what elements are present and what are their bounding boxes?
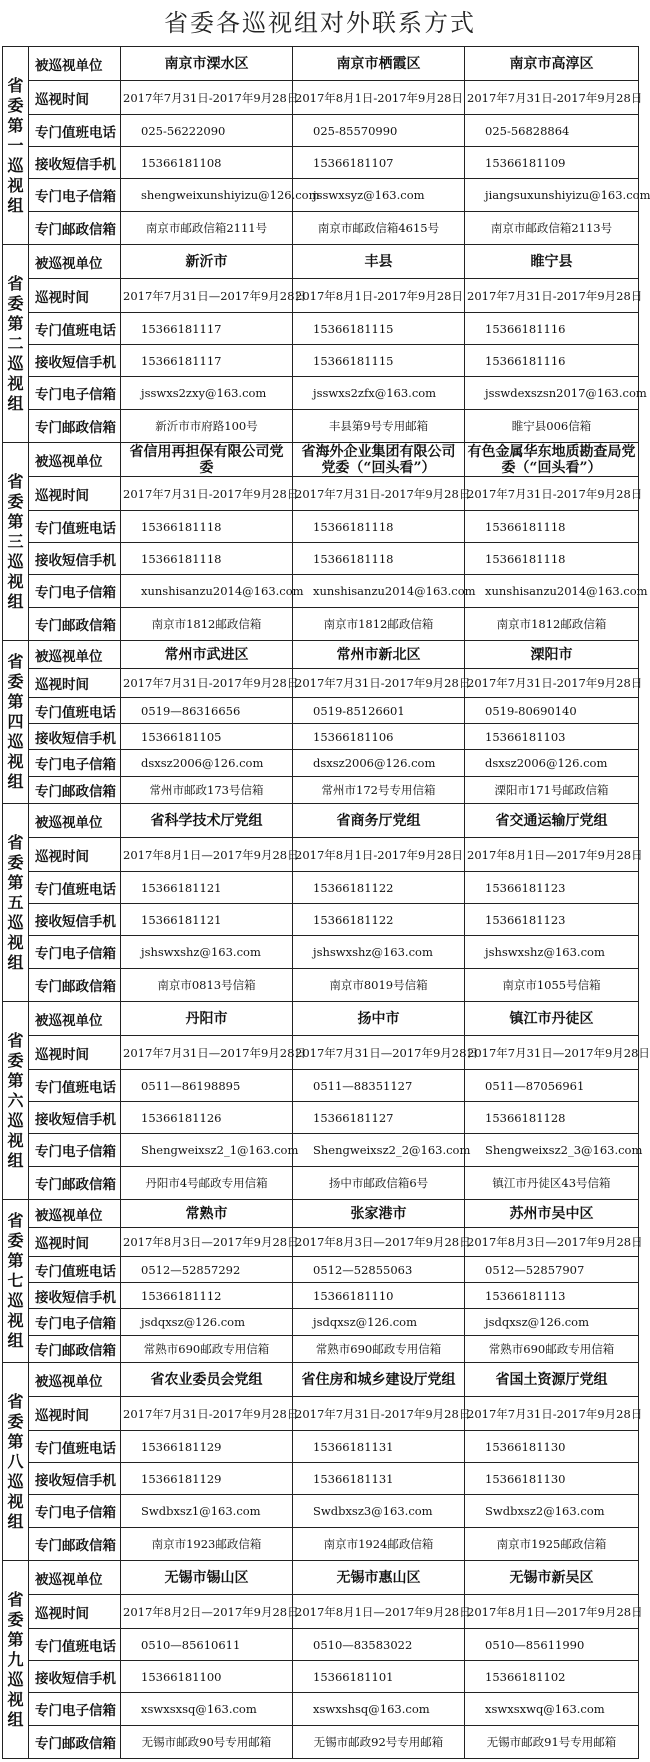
- postal-cell: 南京市1925邮政信箱: [465, 1528, 639, 1561]
- sm-cell: 15366181131: [293, 1463, 465, 1495]
- row-label: 被巡视单位: [29, 1200, 121, 1228]
- unit-cell: 省住房和城乡建设厅党组: [293, 1363, 465, 1397]
- unit-cell: 南京市溧水区: [121, 47, 293, 81]
- unit-cell: 省国土资源厅党组: [465, 1363, 639, 1397]
- unit-cell: 镇江市丹徒区: [465, 1002, 639, 1036]
- postal-cell: 镇江市丹徒区43号信箱: [465, 1167, 639, 1200]
- email-cell[interactable]: jsdqxsz@126.com: [465, 1309, 639, 1336]
- time-cell: 2017年7月31日-2017年9月28日: [121, 477, 293, 511]
- row-label: 巡视时间: [29, 1228, 121, 1257]
- group-4-sms-row: [3, 724, 639, 750]
- sm-cell: 15366181126: [121, 1102, 293, 1134]
- group-2-unit-row: [3, 245, 639, 279]
- postal-cell: 丹阳市4号邮政专用信箱: [121, 1167, 293, 1200]
- unit-cell: 无锡市惠山区: [293, 1561, 465, 1595]
- postal-cell: 南京市1812邮政信箱: [121, 608, 293, 641]
- group-8-sms-row: [3, 1463, 639, 1495]
- row-label: 接收短信手机: [29, 1463, 121, 1495]
- unit-cell: 丹阳市: [121, 1002, 293, 1036]
- email-cell[interactable]: jshswxshz@163.com: [293, 936, 465, 969]
- unit-cell: 有色金属华东地质勘查局党委（“回头看”）: [465, 443, 639, 477]
- group-3-postal-row: [3, 608, 639, 641]
- phone-cell: 0512—52855063: [293, 1257, 465, 1283]
- phone-cell: 15366181118: [121, 511, 293, 543]
- row-label: 接收短信手机: [29, 345, 121, 377]
- group-3-sms-row: [3, 543, 639, 575]
- unit-cell: 省信用再担保有限公司党委: [121, 443, 293, 477]
- email-cell[interactable]: xswxshsq@163.com: [293, 1693, 465, 1726]
- time-cell: 2017年7月31日-2017年9月28日: [465, 477, 639, 511]
- email-cell[interactable]: xswxsxsq@163.com: [121, 1693, 293, 1726]
- phone-cell: 15366181131: [293, 1431, 465, 1463]
- unit-cell: 无锡市锡山区: [121, 1561, 293, 1595]
- group-5-sms-row: [3, 904, 639, 936]
- sm-cell: 15366181100: [121, 1661, 293, 1693]
- row-label: 接收短信手机: [29, 1661, 121, 1693]
- group-3-email-row: [3, 575, 639, 608]
- row-label: 专门邮政信箱: [29, 1528, 121, 1561]
- postal-cell: 扬中市邮政信箱6号: [293, 1167, 465, 1200]
- time-cell: 2017年7月31日-2017年9月28日: [293, 477, 465, 511]
- group-7-unit-row: [3, 1200, 639, 1228]
- unit-cell: 常州市武进区: [121, 641, 293, 669]
- sm-cell: 15366181118: [293, 543, 465, 575]
- contact-table: [2, 46, 650, 1759]
- phone-cell: 15366181129: [121, 1431, 293, 1463]
- phone-cell: 0519—86316656: [121, 698, 293, 724]
- phone-cell: 0511—87056961: [465, 1070, 639, 1102]
- postal-cell: 常州市172号专用信箱: [293, 777, 465, 804]
- row-label: 专门电子信箱: [29, 575, 121, 608]
- row-label: 巡视时间: [29, 1595, 121, 1629]
- row-label: 专门邮政信箱: [29, 1336, 121, 1363]
- group-4-phone-row: [3, 698, 639, 724]
- unit-cell: 常熟市: [121, 1200, 293, 1228]
- sm-cell: 15366181128: [465, 1102, 639, 1134]
- unit-cell: 省科学技术厅党组: [121, 804, 293, 838]
- row-label: 专门电子信箱: [29, 179, 121, 212]
- row-label: 专门邮政信箱: [29, 1726, 121, 1759]
- sm-cell: 15366181115: [293, 345, 465, 377]
- time-cell: 2017年8月1日—2017年9月28日: [121, 838, 293, 872]
- group-2-postal-row: [3, 410, 639, 443]
- time-cell: 2017年7月31日-2017年9月28日: [121, 81, 293, 115]
- group-1-unit-row: [3, 47, 639, 81]
- time-cell: 2017年8月1日-2017年9月28日: [293, 81, 465, 115]
- email-cell[interactable]: jshswxshz@163.com: [465, 936, 639, 969]
- group-name: [3, 245, 29, 443]
- row-label: 专门邮政信箱: [29, 969, 121, 1002]
- unit-cell: 扬中市: [293, 1002, 465, 1036]
- group-3-phone-row: [3, 511, 639, 543]
- postal-cell: 南京市8019号信箱: [293, 969, 465, 1002]
- time-cell: 2017年8月3日—2017年9月28日: [465, 1228, 639, 1257]
- email-cell[interactable]: shengweixunshiyizu@126.com: [121, 179, 293, 212]
- row-label: 被巡视单位: [29, 245, 121, 279]
- group-8-postal-row: [3, 1528, 639, 1561]
- group-6-postal-row: [3, 1167, 639, 1200]
- group-9-sms-row: [3, 1661, 639, 1693]
- group-name: [3, 804, 29, 1002]
- group-7-postal-row: [3, 1336, 639, 1363]
- email-cell[interactable]: jsswxs2zfx@163.com: [293, 377, 465, 410]
- row-label: 接收短信手机: [29, 724, 121, 750]
- group-3-unit-row: [3, 443, 639, 477]
- email-cell[interactable]: dsxsz2006@126.com: [121, 750, 293, 777]
- phone-cell: 15366181130: [465, 1431, 639, 1463]
- postal-cell: 南京市1055号信箱: [465, 969, 639, 1002]
- group-7-phone-row: [3, 1257, 639, 1283]
- group-8-email-row: [3, 1495, 639, 1528]
- phone-cell: 0510—85611990: [465, 1629, 639, 1661]
- postal-cell: 常熟市690邮政专用信箱: [121, 1336, 293, 1363]
- postal-cell: 南京市1812邮政信箱: [465, 608, 639, 641]
- row-label: 专门电子信箱: [29, 1693, 121, 1726]
- group-9-phone-row: [3, 1629, 639, 1661]
- time-cell: 2017年8月3日—2017年9月28日: [293, 1228, 465, 1257]
- group-2-email-row: [3, 377, 639, 410]
- row-label: 被巡视单位: [29, 47, 121, 81]
- group-6-phone-row: [3, 1070, 639, 1102]
- row-label: 专门邮政信箱: [29, 212, 121, 245]
- time-cell: 2017年7月31日-2017年9月28日: [293, 1397, 465, 1431]
- email-cell[interactable]: xunshisanzu2014@163.com: [121, 575, 293, 608]
- group-name-text: 省委第二巡视组: [7, 273, 24, 413]
- row-label: 被巡视单位: [29, 1561, 121, 1595]
- row-label: 巡视时间: [29, 838, 121, 872]
- sm-cell: 15366181122: [293, 904, 465, 936]
- group-9-email-row: [3, 1693, 639, 1726]
- row-label: 专门值班电话: [29, 872, 121, 904]
- row-label: 专门值班电话: [29, 698, 121, 724]
- time-cell: 2017年7月31日-2017年9月28日: [465, 81, 639, 115]
- group-4-time-row: [3, 669, 639, 698]
- email-cell[interactable]: jsdqxsz@126.com: [121, 1309, 293, 1336]
- row-label: 接收短信手机: [29, 1102, 121, 1134]
- group-name: [3, 1363, 29, 1561]
- sm-cell: 15366181106: [293, 724, 465, 750]
- row-label: 巡视时间: [29, 1036, 121, 1070]
- email-cell[interactable]: Shengweixsz2_1@163.com: [121, 1134, 293, 1167]
- group-4-unit-row: [3, 641, 639, 669]
- group-6-unit-row: [3, 1002, 639, 1036]
- row-label: 专门邮政信箱: [29, 1167, 121, 1200]
- group-6-time-row: [3, 1036, 639, 1070]
- sm-cell: 15366181127: [293, 1102, 465, 1134]
- sm-cell: 15366181129: [121, 1463, 293, 1495]
- group-name: [3, 1200, 29, 1363]
- sm-cell: 15366181107: [293, 147, 465, 179]
- time-cell: 2017年7月31日—2017年9月28日: [465, 1036, 639, 1070]
- phone-cell: 0511—86198895: [121, 1070, 293, 1102]
- group-name: [3, 641, 29, 804]
- group-2-sms-row: [3, 345, 639, 377]
- postal-cell: 南京市邮政信箱2113号: [465, 212, 639, 245]
- sm-cell: 15366181121: [121, 904, 293, 936]
- email-cell[interactable]: jshswxshz@163.com: [121, 936, 293, 969]
- postal-cell: 南京市1924邮政信箱: [293, 1528, 465, 1561]
- email-cell[interactable]: jsswxsyz@163.com: [293, 179, 465, 212]
- row-label: 专门值班电话: [29, 1070, 121, 1102]
- row-label: 被巡视单位: [29, 1363, 121, 1397]
- group-2-time-row: [3, 279, 639, 313]
- group-9-postal-row: [3, 1726, 639, 1759]
- row-label: 被巡视单位: [29, 804, 121, 838]
- email-cell[interactable]: dsxsz2006@126.com: [465, 750, 639, 777]
- row-label: 巡视时间: [29, 669, 121, 698]
- group-6-sms-row: [3, 1102, 639, 1134]
- postal-cell: 南京市1812邮政信箱: [293, 608, 465, 641]
- postal-cell: 丰县第9号专用邮箱: [293, 410, 465, 443]
- group-name-text: 省委第七巡视组: [7, 1211, 24, 1350]
- phone-cell: 0519-85126601: [293, 698, 465, 724]
- sm-cell: 15366181118: [465, 543, 639, 575]
- row-label: 接收短信手机: [29, 904, 121, 936]
- postal-cell: 新沂市市府路100号: [121, 410, 293, 443]
- unit-cell: 睢宁县: [465, 245, 639, 279]
- group-3-time-row: [3, 477, 639, 511]
- time-cell: 2017年7月31日-2017年9月28日: [121, 669, 293, 698]
- postal-cell: 南京市1923邮政信箱: [121, 1528, 293, 1561]
- group-2-phone-row: [3, 313, 639, 345]
- row-label: 专门值班电话: [29, 1629, 121, 1661]
- unit-cell: 省商务厅党组: [293, 804, 465, 838]
- unit-cell: 溧阳市: [465, 641, 639, 669]
- sm-cell: 15366181109: [465, 147, 639, 179]
- sm-cell: 15366181113: [465, 1283, 639, 1309]
- row-label: 专门电子信箱: [29, 1134, 121, 1167]
- unit-cell: 张家港市: [293, 1200, 465, 1228]
- row-label: 专门值班电话: [29, 115, 121, 147]
- time-cell: 2017年8月2日—2017年9月28日: [121, 1595, 293, 1629]
- group-name-text: 省委第六巡视组: [7, 1030, 24, 1170]
- group-4-postal-row: [3, 777, 639, 804]
- sm-cell: 15366181102: [465, 1661, 639, 1693]
- row-label: 被巡视单位: [29, 641, 121, 669]
- row-label: 专门值班电话: [29, 313, 121, 345]
- time-cell: 2017年7月31日—2017年9月28日: [121, 1036, 293, 1070]
- group-8-phone-row: [3, 1431, 639, 1463]
- group-name: [3, 1002, 29, 1200]
- email-cell[interactable]: xunshisanzu2014@163.com: [293, 575, 465, 608]
- row-label: 被巡视单位: [29, 1002, 121, 1036]
- unit-cell: 南京市栖霞区: [293, 47, 465, 81]
- row-label: 巡视时间: [29, 1397, 121, 1431]
- email-cell[interactable]: Swdbxsz3@163.com: [293, 1495, 465, 1528]
- row-label: 专门电子信箱: [29, 377, 121, 410]
- email-cell[interactable]: xunshisanzu2014@163.com: [465, 575, 639, 608]
- group-name-text: 省委第九巡视组: [7, 1589, 24, 1729]
- postal-cell: 睢宁县006信箱: [465, 410, 639, 443]
- sm-cell: 15366181101: [293, 1661, 465, 1693]
- sm-cell: 15366181130: [465, 1463, 639, 1495]
- phone-cell: 15366181118: [465, 511, 639, 543]
- phone-cell: 0510—83583022: [293, 1629, 465, 1661]
- phone-cell: 15366181122: [293, 872, 465, 904]
- group-5-time-row: [3, 838, 639, 872]
- sm-cell: 15366181118: [121, 543, 293, 575]
- postal-cell: 常熟市690邮政专用信箱: [465, 1336, 639, 1363]
- sm-cell: 15366181110: [293, 1283, 465, 1309]
- row-label: 专门邮政信箱: [29, 608, 121, 641]
- time-cell: 2017年7月31日—2017年9月28日: [293, 1036, 465, 1070]
- group-5-unit-row: [3, 804, 639, 838]
- row-label: 专门邮政信箱: [29, 777, 121, 804]
- group-9-time-row: [3, 1595, 639, 1629]
- group-name-text: 省委第一巡视组: [7, 75, 24, 215]
- group-6-email-row: [3, 1134, 639, 1167]
- postal-cell: 常熟市690邮政专用信箱: [293, 1336, 465, 1363]
- group-7-email-row: [3, 1309, 639, 1336]
- postal-cell: 无锡市邮政92号专用邮箱: [293, 1726, 465, 1759]
- time-cell: 2017年7月31日—2017年9月28日: [121, 279, 293, 313]
- group-name-text: 省委第五巡视组: [7, 832, 24, 972]
- time-cell: 2017年8月1日—2017年9月28日: [465, 1595, 639, 1629]
- phone-cell: 0512—52857292: [121, 1257, 293, 1283]
- phone-cell: 15366181121: [121, 872, 293, 904]
- time-cell: 2017年8月3日—2017年9月28日: [121, 1228, 293, 1257]
- time-cell: 2017年7月31日-2017年9月28日: [465, 279, 639, 313]
- group-1-time-row: [3, 81, 639, 115]
- sm-cell: 15366181112: [121, 1283, 293, 1309]
- row-label: 接收短信手机: [29, 1283, 121, 1309]
- row-label: 专门电子信箱: [29, 1309, 121, 1336]
- email-cell[interactable]: xswxsxwq@163.com: [465, 1693, 639, 1726]
- phone-cell: 025-85570990: [293, 115, 465, 147]
- postal-cell: 溧阳市171号邮政信箱: [465, 777, 639, 804]
- email-cell[interactable]: jsdqxsz@126.com: [293, 1309, 465, 1336]
- phone-cell: 0510—85610611: [121, 1629, 293, 1661]
- row-label: 接收短信手机: [29, 147, 121, 179]
- unit-cell: 新沂市: [121, 245, 293, 279]
- row-label: 巡视时间: [29, 81, 121, 115]
- postal-cell: 无锡市邮政90号专用邮箱: [121, 1726, 293, 1759]
- group-name-text: 省委第四巡视组: [7, 652, 24, 791]
- time-cell: 2017年7月31日-2017年9月28日: [465, 669, 639, 698]
- group-8-time-row: [3, 1397, 639, 1431]
- unit-cell: 省农业委员会党组: [121, 1363, 293, 1397]
- group-7-sms-row: [3, 1283, 639, 1309]
- group-1-phone-row: [3, 115, 639, 147]
- phone-cell: 0519-80690140: [465, 698, 639, 724]
- time-cell: 2017年7月31日-2017年9月28日: [465, 1397, 639, 1431]
- phone-cell: 025-56222090: [121, 115, 293, 147]
- unit-cell: 南京市高淳区: [465, 47, 639, 81]
- group-name: [3, 47, 29, 245]
- sm-cell: 15366181108: [121, 147, 293, 179]
- time-cell: 2017年7月31日-2017年9月28日: [121, 1397, 293, 1431]
- postal-cell: 无锡市邮政91号专用邮箱: [465, 1726, 639, 1759]
- row-label: 专门电子信箱: [29, 936, 121, 969]
- email-cell[interactable]: dsxsz2006@126.com: [293, 750, 465, 777]
- unit-cell: 丰县: [293, 245, 465, 279]
- email-cell[interactable]: Swdbxsz2@163.com: [465, 1495, 639, 1528]
- group-4-email-row: [3, 750, 639, 777]
- row-label: 专门值班电话: [29, 1257, 121, 1283]
- unit-cell: 省交通运输厅党组: [465, 804, 639, 838]
- time-cell: 2017年8月1日-2017年9月28日: [293, 838, 465, 872]
- row-label: 专门值班电话: [29, 511, 121, 543]
- postal-cell: 南京市邮政信箱4615号: [293, 212, 465, 245]
- sm-cell: 15366181117: [121, 345, 293, 377]
- group-1-sms-row: [3, 147, 639, 179]
- sm-cell: 15366181123: [465, 904, 639, 936]
- phone-cell: 15366181115: [293, 313, 465, 345]
- unit-cell: 省海外企业集团有限公司党委（“回头看”）: [293, 443, 465, 477]
- group-9-unit-row: [3, 1561, 639, 1595]
- row-label: 专门电子信箱: [29, 1495, 121, 1528]
- unit-cell: 苏州市吴中区: [465, 1200, 639, 1228]
- row-label: 巡视时间: [29, 279, 121, 313]
- sm-cell: 15366181105: [121, 724, 293, 750]
- row-label: 被巡视单位: [29, 443, 121, 477]
- group-7-time-row: [3, 1228, 639, 1257]
- phone-cell: 0511—88351127: [293, 1070, 465, 1102]
- email-cell[interactable]: Shengweixsz2_3@163.com: [465, 1134, 639, 1167]
- phone-cell: 15366181117: [121, 313, 293, 345]
- time-cell: 2017年7月31日-2017年9月28日: [293, 669, 465, 698]
- group-8-unit-row: [3, 1363, 639, 1397]
- page-title: 省委各巡视组对外联系方式: [164, 9, 476, 37]
- group-name-text: 省委第八巡视组: [7, 1391, 24, 1531]
- phone-cell: 15366181116: [465, 313, 639, 345]
- unit-cell: 无锡市新吴区: [465, 1561, 639, 1595]
- phone-cell: 15366181123: [465, 872, 639, 904]
- postal-cell: 南京市邮政信箱2111号: [121, 212, 293, 245]
- row-label: 巡视时间: [29, 477, 121, 511]
- group-name: [3, 1561, 29, 1759]
- phone-cell: 025-56828864: [465, 115, 639, 147]
- group-name: [3, 443, 29, 641]
- phone-cell: 15366181118: [293, 511, 465, 543]
- group-1-postal-row: [3, 212, 639, 245]
- group-5-phone-row: [3, 872, 639, 904]
- time-cell: 2017年8月1日-2017年9月28日: [293, 279, 465, 313]
- group-5-postal-row: [3, 969, 639, 1002]
- phone-cell: 0512—52857907: [465, 1257, 639, 1283]
- row-label: 专门邮政信箱: [29, 410, 121, 443]
- postal-cell: 南京市0813号信箱: [121, 969, 293, 1002]
- time-cell: 2017年8月1日—2017年9月28日: [465, 838, 639, 872]
- row-label: 接收短信手机: [29, 543, 121, 575]
- group-5-email-row: [3, 936, 639, 969]
- group-name-text: 省委第三巡视组: [7, 471, 24, 611]
- email-cell[interactable]: jsswdexszsn2017@163.com: [465, 377, 639, 410]
- group-1-email-row: [3, 179, 639, 212]
- email-cell[interactable]: Shengweixsz2_2@163.com: [293, 1134, 465, 1167]
- sm-cell: 15366181103: [465, 724, 639, 750]
- email-cell[interactable]: Swdbxsz1@163.com: [121, 1495, 293, 1528]
- postal-cell: 常州市邮政173号信箱: [121, 777, 293, 804]
- time-cell: 2017年8月1日—2017年9月28日: [293, 1595, 465, 1629]
- email-cell[interactable]: jsswxs2zxy@163.com: [121, 377, 293, 410]
- sm-cell: 15366181116: [465, 345, 639, 377]
- row-label: 专门电子信箱: [29, 750, 121, 777]
- unit-cell: 常州市新北区: [293, 641, 465, 669]
- email-cell[interactable]: jiangsuxunshiyizu@163.com: [465, 179, 639, 212]
- row-label: 专门值班电话: [29, 1431, 121, 1463]
